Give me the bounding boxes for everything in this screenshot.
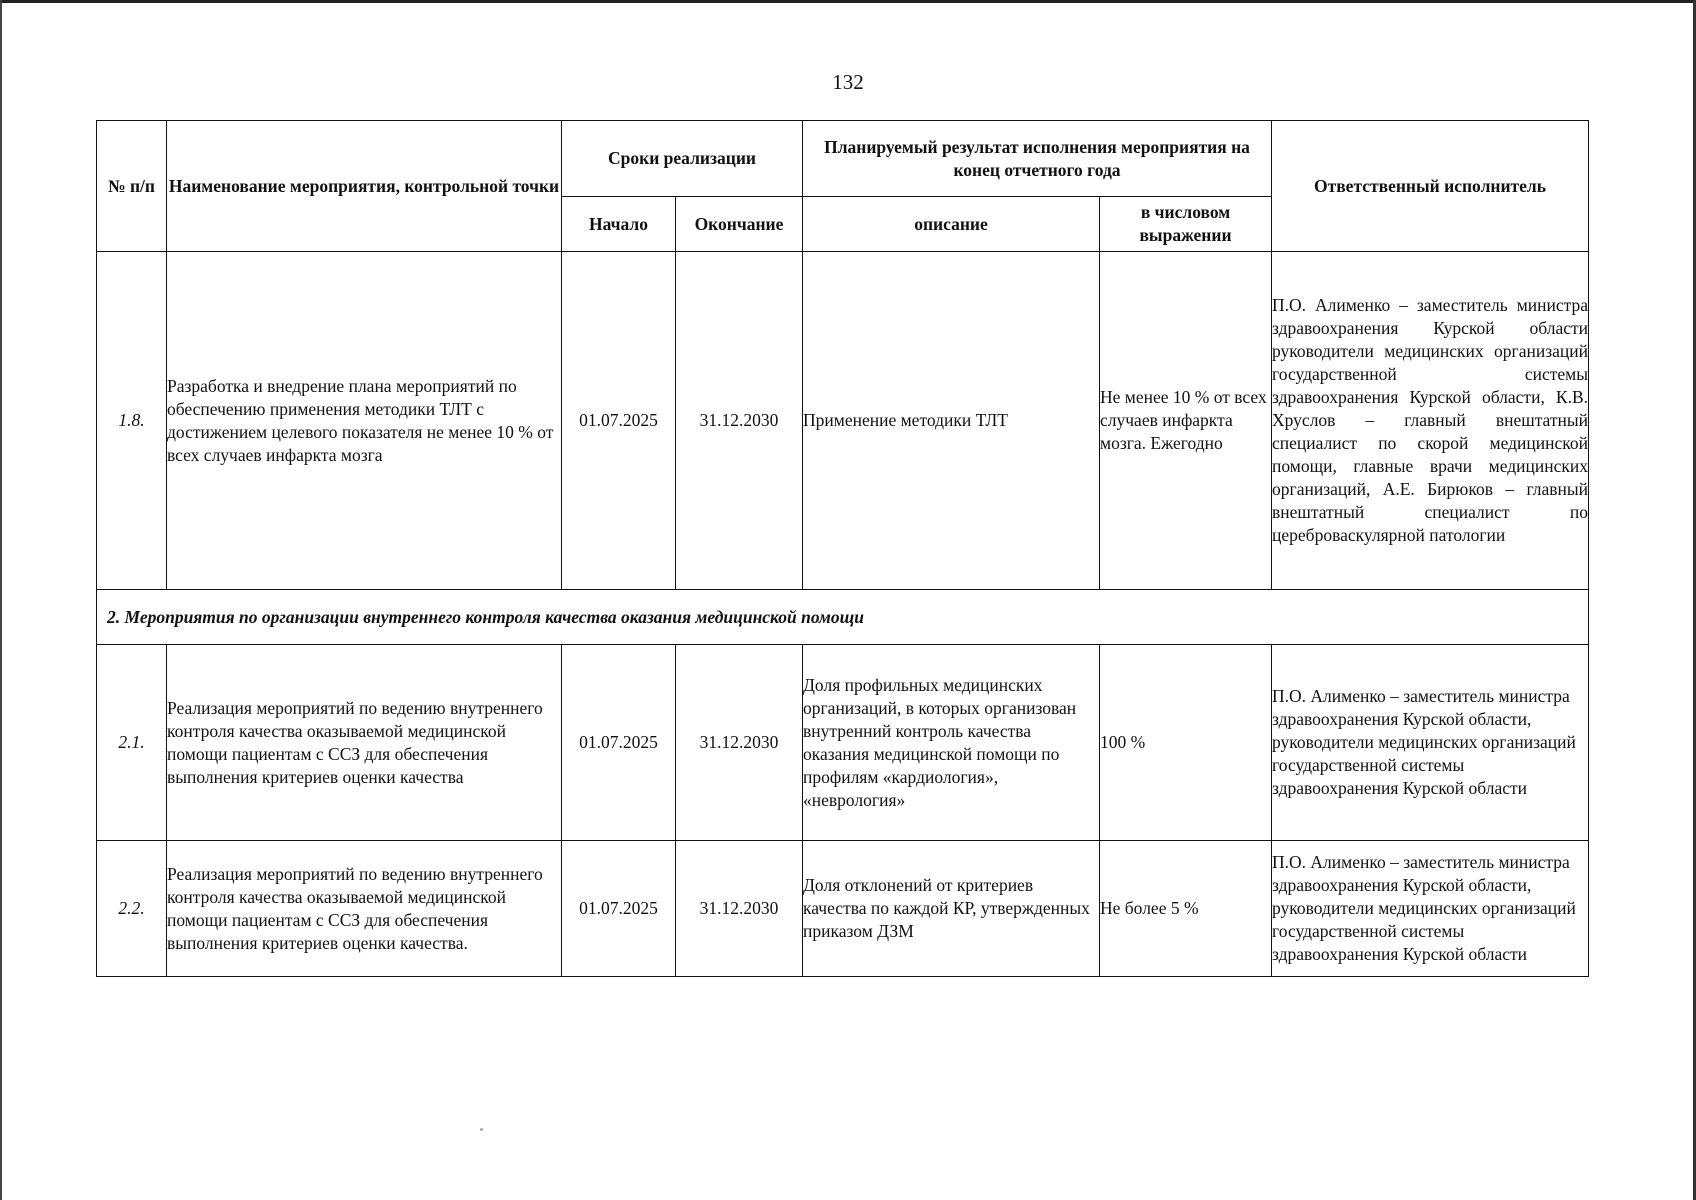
table-row <box>97 841 1589 977</box>
scan-border-top <box>0 0 1696 3</box>
scan-border-left <box>0 0 2 1200</box>
row-description: Применение методики ТЛТ <box>803 252 1100 590</box>
row-responsible: П.О. Алименко – заместитель министра здравоохранения Курской области, руководители медицинских организаций государственной системы здравоохранения Курской области <box>1272 645 1589 841</box>
table-row <box>97 645 1589 841</box>
header-result: Планируемый результат исполнения мероприятия на конец отчетного года <box>803 121 1272 197</box>
row-name: Разработка и внедрение плана мероприятий по обеспечению применения методики ТЛТ с достижением целевого показателя не менее 10 % от всех случаев инфаркта мозга <box>167 252 562 590</box>
table-header-row <box>97 121 1589 197</box>
header-end: Окончание <box>676 197 803 252</box>
row-description: Доля профильных медицинских организаций, в которых организован внутренний контроль качества оказания медицинской помощи по профилям «кардиология», «неврология» <box>803 645 1100 841</box>
row-num: 2.1. <box>97 645 167 841</box>
action-plan-table <box>96 120 1589 977</box>
section-title: 2. Мероприятия по организации внутреннего контроля качества оказания медицинской помощи <box>97 590 1589 645</box>
row-end-date: 31.12.2030 <box>676 841 803 977</box>
row-num: 2.2. <box>97 841 167 977</box>
row-start-date: 01.07.2025 <box>562 841 676 977</box>
row-value: 100 % <box>1100 645 1272 841</box>
row-end-date: 31.12.2030 <box>676 645 803 841</box>
header-description: описание <box>803 197 1100 252</box>
row-value: Не более 5 % <box>1100 841 1272 977</box>
row-end-date: 31.12.2030 <box>676 252 803 590</box>
scan-speck <box>480 1128 483 1131</box>
table-row <box>97 252 1589 590</box>
row-name: Реализация мероприятий по ведению внутреннего контроля качества оказываемой медицинской помощи пациентам с ССЗ для обеспечения выполнения критериев оценки качества. <box>167 841 562 977</box>
row-value: Не менее 10 % от всех случаев инфаркта мозга. Ежегодно <box>1100 252 1272 590</box>
row-num: 1.8. <box>97 252 167 590</box>
row-description: Доля отклонений от критериев качества по каждой КР, утвержденных приказом ДЗМ <box>803 841 1100 977</box>
section-row <box>97 590 1589 645</box>
row-responsible: П.О. Алименко – заместитель министра здравоохранения Курской области, руководители медицинских организаций государственной системы здравоохранения Курской области <box>1272 841 1589 977</box>
row-start-date: 01.07.2025 <box>562 645 676 841</box>
row-start-date: 01.07.2025 <box>562 252 676 590</box>
header-name: Наименование мероприятия, контрольной точки <box>167 121 562 252</box>
header-start: Начало <box>562 197 676 252</box>
header-terms: Сроки реализации <box>562 121 803 197</box>
row-name: Реализация мероприятий по ведению внутреннего контроля качества оказываемой медицинской помощи пациентам с ССЗ для обеспечения выполнения критериев оценки качества <box>167 645 562 841</box>
header-responsible: Ответственный исполнитель <box>1272 121 1589 252</box>
header-numeric: в числовом выражении <box>1100 197 1272 252</box>
page-number: 132 <box>832 70 864 94</box>
row-responsible: П.О. Алименко – заместитель министра здравоохранения Курской области руководители медицинских организаций государственной системы здравоохранения Курской области, К.В. Хруслов – главный внештатный специалист по скорой медицинской помощи, главные врачи медицинских организаций, А.Е. Бирюков – главный внештатный специалист по цереброваскулярной патологии <box>1272 252 1589 590</box>
header-num: № п/п <box>97 121 167 252</box>
